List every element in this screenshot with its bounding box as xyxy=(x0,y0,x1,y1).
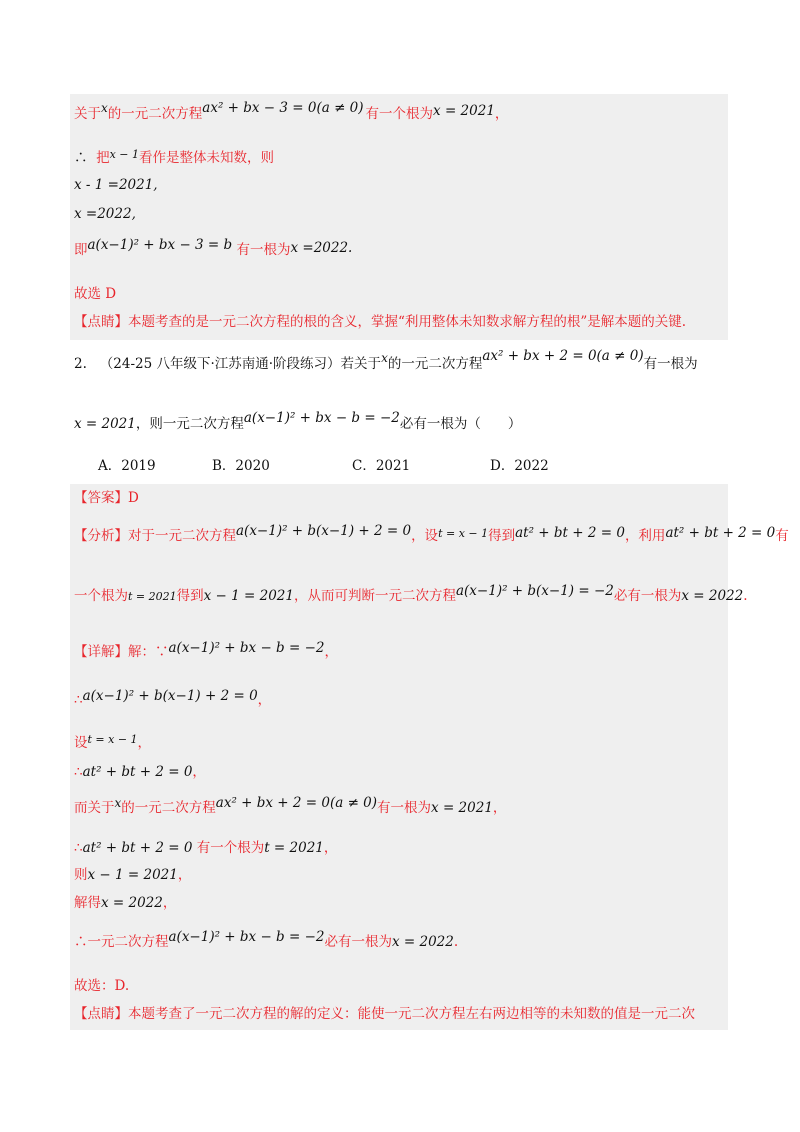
detail-line-9: ∴一元二次方程a(x−1)² + bx − b = −2必有一根为x = 2022. xyxy=(74,929,459,950)
analysis-line-2: 一个根为t = 2021得到x − 1 = 2021，从而可判断一元二次方程a(x−1)² + b(x−1) = −2必有一根为x = 2022. xyxy=(74,583,748,604)
detail-line-7: 则x − 1 = 2021， xyxy=(74,867,192,883)
top-line-7: 【点睛】本题考查的是一元二次方程的根的含义，掌握“利用整体未知数求解方程的根”是解本题的关键. xyxy=(74,314,687,330)
detail-line-1: 【详解】解：∵a(x−1)² + bx − b = −2， xyxy=(74,640,338,660)
answer-line: 【答案】D xyxy=(74,490,139,506)
option-a[interactable]: A．2019 xyxy=(98,458,156,474)
detail-line-6: ∴at² + bt + 2 = 0 有一个根为t = 2021， xyxy=(74,840,338,856)
detail-line-8: 解得x = 2022， xyxy=(74,895,177,911)
detail-line-2: ∴a(x−1)² + b(x−1) + 2 = 0， xyxy=(74,688,272,708)
detail-line-3: 设$^{t = x - 1}$， xyxy=(74,733,152,751)
top-line-4: x =2022, xyxy=(74,206,136,222)
top-line-6: 故选 D xyxy=(74,286,117,302)
analysis-line-1: 【分析】对于一元二次方程a(x−1)² + b(x−1) + 2 = 0，设$^{t = x - 1}$得到at² + bt + 2 = 0，利用at² + bt + 2 = 0有 xyxy=(74,523,789,544)
solution-block-top xyxy=(70,94,728,340)
detail-line-5: 而关于x的一元二次方程ax² + bx + 2 = 0(a ≠ 0)有一根为x = 2021， xyxy=(74,795,507,816)
top-line-5: 即a(x−1)² + bx − 3 = b 有一根为x =2022. xyxy=(74,237,353,258)
top-line-1: 关于x的一元二次方程ax² + bx − 3 = 0(a ≠ 0) 有一个根为x = 2021， xyxy=(74,100,509,122)
option-b[interactable]: B．2020 xyxy=(212,458,270,474)
question-line-2: x = 2021，则一元二次方程a(x−1)² + bx − b = −2必有一根为（ ） xyxy=(74,410,522,432)
detail-line-4: ∴at² + bt + 2 = 0， xyxy=(74,764,206,780)
top-line-2: ∴ 把$^{x - 1}$看作是整体未知数，则 xyxy=(74,148,275,166)
option-d[interactable]: D．2022 xyxy=(490,458,549,474)
detail-line-11: 【点睛】本题考查了一元二次方程的解的定义：能使一元二次方程左右两边相等的未知数的值是一元二次 xyxy=(74,1006,695,1022)
detail-line-10: 故选：D. xyxy=(74,978,130,994)
option-c[interactable]: C．2021 xyxy=(352,458,411,474)
top-line-3: x - 1 =2021, xyxy=(74,177,158,193)
question-line-1: 2. （24-25 八年级下·江苏南通·阶段练习）若关于x的一元二次方程ax² + bx + 2 = 0(a ≠ 0)有一根为 xyxy=(74,348,698,372)
